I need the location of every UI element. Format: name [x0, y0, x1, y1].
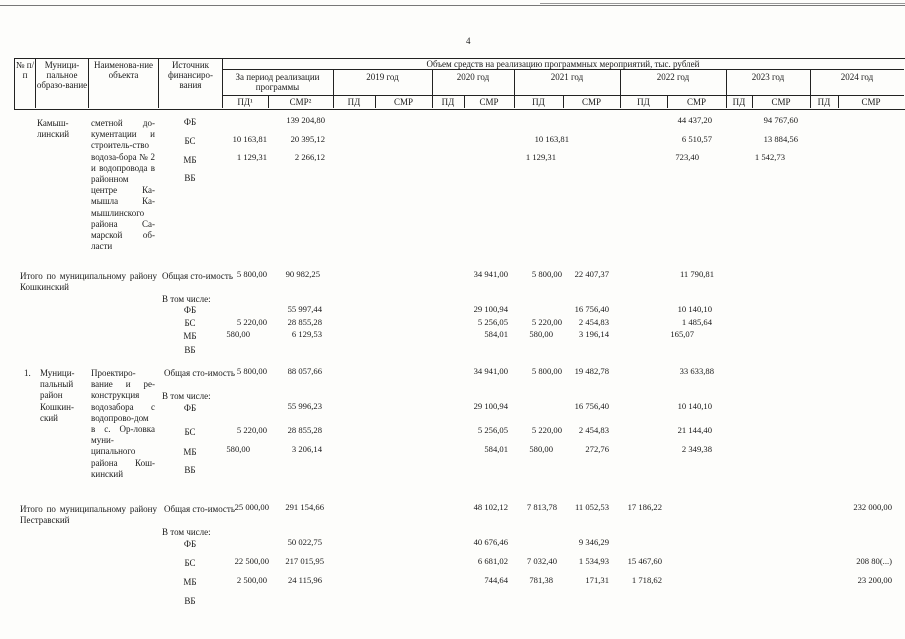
value-2023-smr: 13 884,56 — [763, 134, 798, 144]
value-2020-smr: 48 102,12 — [473, 502, 508, 512]
value-total-pd: 22 500,00 — [234, 556, 269, 566]
value-2021-pd: 5 220,00 — [531, 317, 562, 327]
source-bs: БС — [184, 558, 196, 568]
including-label: В том числе: — [162, 294, 211, 304]
source-bs: БС — [184, 427, 196, 437]
source-fb: ФБ — [183, 539, 197, 549]
value-2021-smr: 16 756,40 — [574, 401, 609, 411]
value-2024-smr: 23 200,00 — [857, 575, 892, 585]
header-year-2021: 2021 год — [550, 72, 584, 82]
header-col-no: № п/п — [15, 60, 35, 80]
source-vb: ВБ — [184, 345, 196, 355]
value-2021-pd: 5 800,00 — [531, 366, 562, 376]
value-2022-smr: 21 144,40 — [677, 425, 712, 435]
value-2022-smr: 1 485,64 — [681, 317, 712, 327]
source-fb: ФБ — [183, 403, 197, 413]
value-total-smr: 3 206,14 — [291, 444, 322, 454]
value-total-pd: 5 220,00 — [236, 317, 267, 327]
source-total-cost: Общая сто-имость — [164, 504, 235, 514]
header-year-2020: 2020 год — [456, 72, 490, 82]
value-total-smr: 55 996,23 — [287, 401, 322, 411]
header-col-municipality: Муници-пальное образо-вание — [36, 60, 88, 90]
header-year-2023: 2023 год — [751, 72, 785, 82]
value-total-smr: 28 855,28 — [287, 317, 322, 327]
value-2020-smr: 5 256,05 — [477, 425, 508, 435]
value-total-pd: 580,00 — [226, 329, 250, 339]
including-label: В том числе: — [162, 391, 211, 401]
header-year-2022: 2022 год — [656, 72, 690, 82]
value-total-smr: 55 997,44 — [287, 304, 322, 314]
value-total-smr: 90 982,25 — [285, 269, 320, 279]
row-number: 1. — [24, 368, 31, 378]
value-2023-smr: 1 542,73 — [754, 152, 785, 162]
top-border-line-secondary — [540, 3, 905, 4]
value-2022-smr: 33 633,88 — [679, 366, 714, 376]
source-mb: МБ — [183, 577, 197, 587]
value-2022-smr: 44 437,20 — [677, 115, 712, 125]
value-2021-smr: 16 756,40 — [574, 304, 609, 314]
value-total-pd: 10 163,81 — [232, 134, 267, 144]
source-mb: МБ — [183, 447, 197, 457]
value-2024-smr: 232 000,00 — [853, 502, 892, 512]
source-vb: ВБ — [184, 596, 196, 606]
value-2022-smr: 165,07 — [670, 329, 694, 339]
value-total-smr: 24 115,96 — [287, 575, 322, 585]
header-smr: СМР — [771, 97, 791, 107]
header-pd: ПД — [817, 97, 831, 107]
value-2023-smr: 94 767,60 — [763, 115, 798, 125]
value-2022-smr: 2 349,38 — [681, 444, 712, 454]
value-total-pd: 1 129,31 — [236, 152, 267, 162]
value-total-pd: 25 000,00 — [234, 502, 269, 512]
value-total-smr: 50 022,75 — [287, 537, 322, 547]
source-fb: ФБ — [183, 305, 197, 315]
value-2021-smr: 11 052,53 — [574, 502, 609, 512]
value-total-pd: 580,00 — [226, 444, 250, 454]
value-total-smr: 139 204,80 — [286, 115, 325, 125]
value-total-smr: 217 015,95 — [285, 556, 324, 566]
source-bs: БС — [184, 318, 196, 328]
value-2022-smr: 10 140,10 — [677, 401, 712, 411]
value-2022-smr: 723,40 — [675, 152, 699, 162]
header-year-2024: 2024 год — [840, 72, 874, 82]
header-period-total: За период реализации программы — [235, 72, 320, 92]
value-2021-smr: 9 346,29 — [578, 537, 609, 547]
source-bs: БС — [184, 136, 196, 146]
value-2021-pd: 5 220,00 — [531, 425, 562, 435]
value-2020-smr: 584,01 — [484, 444, 508, 454]
including-label: В том числе: — [162, 527, 211, 537]
value-2020-smr: 34 941,00 — [473, 366, 508, 376]
header-pd: ПД — [347, 97, 361, 107]
header-pd: ПД — [532, 97, 545, 107]
value-total-smr: 291 154,66 — [285, 502, 324, 512]
value-total-pd: 5 800,00 — [236, 366, 267, 376]
value-2021-pd: 580,00 — [529, 444, 553, 454]
header-pd: ПД — [441, 97, 455, 107]
header-smr: СМР² — [289, 97, 312, 107]
value-2021-smr: 2 454,83 — [578, 425, 609, 435]
source-vb: ВБ — [184, 173, 196, 183]
value-2020-smr: 584,01 — [484, 329, 508, 339]
header-smr: СМР — [581, 97, 601, 107]
header-divider — [222, 69, 904, 70]
value-2020-smr: 29 100,94 — [473, 304, 508, 314]
value-2022-smr: 6 510,57 — [681, 134, 712, 144]
value-total-smr: 2 266,12 — [294, 152, 325, 162]
value-2021-pd: 7 813,78 — [526, 502, 557, 512]
object-name: сметной до-кументации и строитель-ство водоза-бора № 2 и водопровода в районном центре Ка-мышла Ка-мышлинского района Са-марской об-ласти — [91, 118, 155, 252]
value-2020-smr: 5 256,05 — [477, 317, 508, 327]
value-total-smr: 20 395,12 — [290, 134, 325, 144]
value-2021-smr: 272,76 — [585, 444, 609, 454]
header-smr: СМР — [479, 97, 499, 107]
header-smr: СМР — [393, 97, 413, 107]
value-2022-pd: 1 718,62 — [631, 575, 662, 585]
value-total-pd: 5 220,00 — [236, 425, 267, 435]
value-2022-pd: 17 186,22 — [627, 502, 662, 512]
source-total-cost: Общая сто-имость — [162, 271, 233, 281]
value-total-smr: 88 057,66 — [287, 366, 322, 376]
header-pd: ПД¹ — [237, 97, 253, 107]
value-2022-smr: 11 790,81 — [679, 269, 714, 279]
value-total-pd: 5 800,00 — [236, 269, 267, 279]
value-2024-smr: 208 80(...) — [856, 556, 892, 566]
value-2020-smr: 34 941,00 — [473, 269, 508, 279]
top-border-line — [0, 5, 905, 6]
value-2021-smr: 19 482,78 — [574, 366, 609, 376]
value-2021-smr: 3 196,14 — [578, 329, 609, 339]
value-2020-smr: 6 681,02 — [477, 556, 508, 566]
source-total-cost: Общая сто-имость — [164, 368, 235, 378]
value-2021-pd: 781,38 — [529, 575, 553, 585]
value-2021-smr: 1 534,93 — [578, 556, 609, 566]
header-smr: СМР — [686, 97, 706, 107]
source-mb: МБ — [183, 331, 197, 341]
object-name: Проектиро-вание и ре-конструкция водозабора с водопрово-дом в с. Ор-ловка муни-ципального района Кош-кинский — [91, 368, 155, 479]
value-total-pd: 2 500,00 — [236, 575, 267, 585]
value-2020-smr: 744,64 — [484, 575, 508, 585]
total-label: Итого по муниципальному району Кошкинский — [20, 271, 157, 293]
value-2021-pd: 10 163,81 — [534, 134, 569, 144]
value-2020-smr: 40 676,46 — [473, 537, 508, 547]
value-total-smr: 28 855,28 — [287, 425, 322, 435]
value-2022-smr: 10 140,10 — [677, 304, 712, 314]
source-fb: ФБ — [183, 117, 197, 127]
value-2021-smr: 22 407,37 — [574, 269, 609, 279]
header-year-2019: 2019 год — [366, 72, 399, 82]
total-label: Итого по муниципальному району Пестравский — [20, 504, 157, 526]
header-pd: ПД — [732, 97, 746, 107]
municipality-name: Муници-пальный район Кошкин-ский — [40, 368, 75, 423]
value-2022-pd: 15 467,60 — [627, 556, 662, 566]
header-col-volume: Объем средств на реализацию программных мероприятий, тыс. рублей — [426, 59, 700, 69]
value-total-smr: 6 129,53 — [291, 329, 322, 339]
header-col-source: Источник финансиро-вания — [167, 60, 214, 90]
header-col-object: Наименова-ние объекта — [93, 60, 154, 80]
municipality-name: Камыш-линский — [37, 118, 70, 140]
page-number: 4 — [466, 36, 471, 46]
value-2021-pd: 1 129,31 — [525, 152, 556, 162]
value-2021-smr: 2 454,83 — [578, 317, 609, 327]
value-2021-pd: 580,00 — [529, 329, 553, 339]
value-2021-pd: 7 032,40 — [526, 556, 557, 566]
source-vb: ВБ — [184, 465, 196, 475]
header-pd: ПД — [637, 97, 650, 107]
value-2020-smr: 29 100,94 — [473, 401, 508, 411]
header-smr: СМР — [861, 97, 881, 107]
value-2021-smr: 171,31 — [585, 575, 609, 585]
source-mb: МБ — [183, 155, 197, 165]
value-2021-pd: 5 800,00 — [531, 269, 562, 279]
